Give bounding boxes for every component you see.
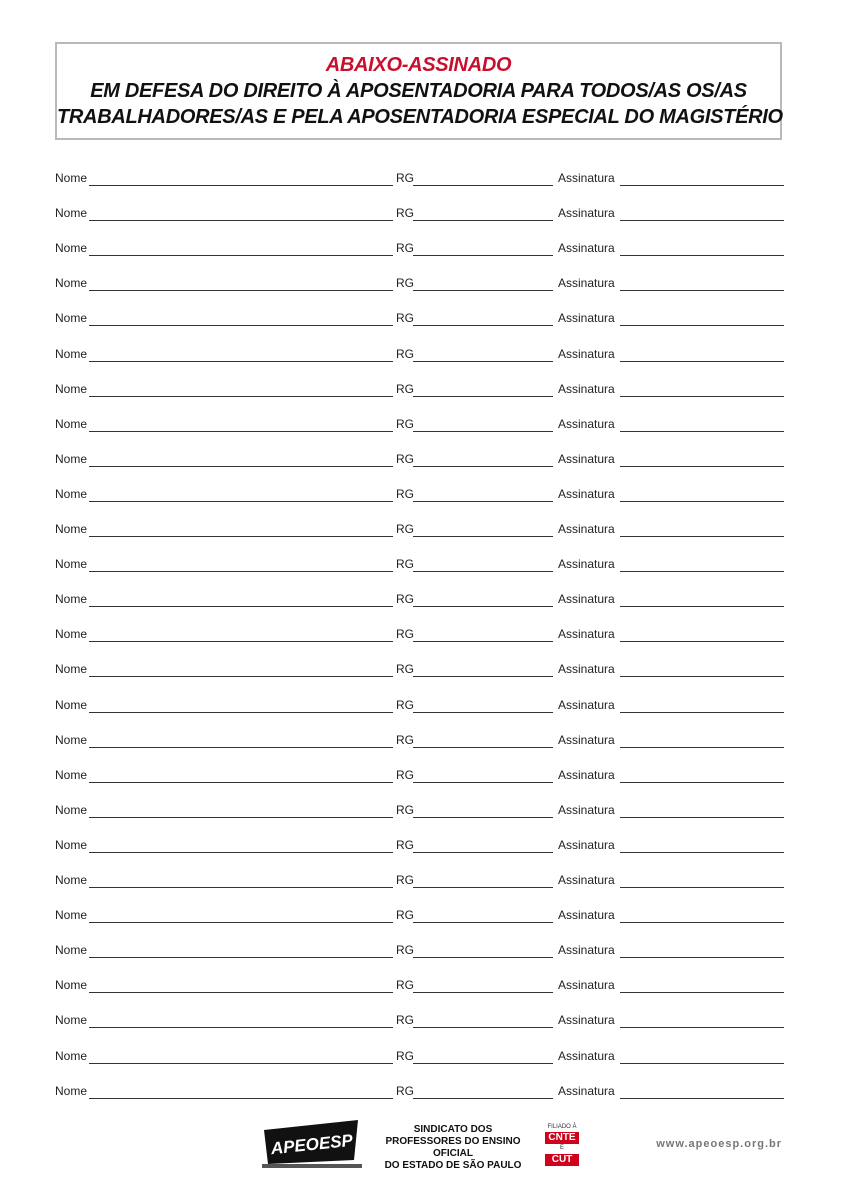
rg-label: RG [396,486,414,501]
rg-field[interactable] [413,255,553,256]
name-field[interactable] [89,396,393,397]
name-label: Nome [55,908,88,923]
signature-label: Assinatura [558,662,615,677]
signature-row [55,757,784,792]
name-label: Nome [55,346,88,361]
rg-label: RG [396,557,414,572]
signature-label: Assinatura [558,908,615,923]
name-field[interactable] [89,992,393,993]
rg-field[interactable] [413,782,553,783]
rg-label: RG [396,978,414,993]
signature-field[interactable] [620,676,784,677]
union-line-3: DO ESTADO DE SÃO PAULO [384,1160,522,1171]
rg-field[interactable] [413,992,553,993]
signature-row [55,967,784,1002]
name-field[interactable] [89,185,393,186]
name-label: Nome [55,1048,88,1063]
signature-field[interactable] [620,957,784,958]
signature-row [55,336,784,371]
signature-row [55,651,784,686]
name-field[interactable] [89,255,393,256]
rg-label: RG [396,627,414,642]
name-field[interactable] [89,817,393,818]
name-label: Nome [55,522,88,536]
rg-label: RG [396,1013,414,1028]
signature-field[interactable] [620,817,784,818]
signature-field[interactable] [620,466,784,467]
name-field[interactable] [89,712,393,713]
rg-field[interactable] [413,852,553,853]
name-field[interactable] [89,1098,393,1099]
name-field[interactable] [89,466,393,467]
rg-field[interactable] [413,606,553,607]
signature-field[interactable] [620,536,784,537]
signature-field[interactable] [620,325,784,326]
name-field[interactable] [89,782,393,783]
name-field[interactable] [89,957,393,958]
name-field[interactable] [89,747,393,748]
rg-label: RG [396,451,414,466]
name-label: Nome [55,978,88,993]
rg-label: RG [396,276,414,291]
signature-field[interactable] [620,220,784,221]
name-field[interactable] [89,676,393,677]
affiliation-block [542,1124,582,1166]
rg-label: RG [396,522,414,536]
signature-field[interactable] [620,255,784,256]
signature-label: Assinatura [558,311,615,326]
signature-label: Assinatura [558,522,615,536]
rg-field[interactable] [413,466,553,467]
affiliation-and: E [559,1145,564,1151]
rg-field[interactable] [413,396,553,397]
name-field[interactable] [89,641,393,642]
name-field[interactable] [89,852,393,853]
signature-row [55,897,784,932]
rg-label: RG [396,311,414,326]
signature-label: Assinatura [558,206,615,221]
affiliation-label: FILIADO À [547,1124,577,1130]
name-label: Nome [55,802,88,817]
signature-row [55,616,784,651]
signature-field[interactable] [620,992,784,993]
signature-field[interactable] [620,431,784,432]
signature-field[interactable] [620,501,784,502]
rg-label: RG [396,697,414,712]
signature-row [55,371,784,406]
signature-label: Assinatura [558,381,615,396]
signature-field[interactable] [620,922,784,923]
signature-label: Assinatura [558,767,615,782]
name-field[interactable] [89,1063,393,1064]
website-url: www.apeoesp.org.br [656,1138,782,1150]
name-field[interactable] [89,887,393,888]
signature-field[interactable] [620,185,784,186]
petition-kicker: ABAIXO-ASSINADO [325,54,512,76]
name-field[interactable] [89,536,393,537]
name-label: Nome [55,416,88,431]
signature-row [55,406,784,441]
signature-row [55,300,784,335]
name-label: Nome [55,451,88,466]
union-line-1: SINDICATO DOS [413,1124,493,1135]
name-label: Nome [55,767,88,782]
signature-label: Assinatura [558,486,615,501]
signature-row [55,862,784,897]
signature-row [55,687,784,722]
signature-field[interactable] [620,606,784,607]
rg-label: RG [396,908,414,923]
name-field[interactable] [89,501,393,502]
signature-row [55,160,784,195]
name-field[interactable] [89,290,393,291]
rg-label: RG [396,171,414,185]
signature-label: Assinatura [558,451,615,466]
rg-field[interactable] [413,431,553,432]
name-label: Nome [55,662,88,677]
rg-field[interactable] [413,747,553,748]
name-label: Nome [55,1013,88,1028]
rg-field[interactable] [413,957,553,958]
signature-label: Assinatura [558,1013,615,1028]
name-field[interactable] [89,571,393,572]
cut-badge: CUT [545,1154,579,1166]
signature-row [55,265,784,300]
name-label: Nome [55,592,88,607]
signature-label: Assinatura [558,1083,615,1098]
rg-label: RG [396,943,414,958]
signature-field[interactable] [620,887,784,888]
petition-title-line-1: EM DEFESA DO DIREITO À APOSENTADORIA PARA TODOS/AS OS/AS [90,80,747,102]
name-label: Nome [55,732,88,747]
signature-label: Assinatura [558,802,615,817]
rg-label: RG [396,732,414,747]
name-label: Nome [55,311,88,326]
union-line-2: PROFESSORES DO ENSINO OFICIAL [385,1136,521,1159]
signature-row [55,230,784,265]
name-field[interactable] [89,606,393,607]
rg-field[interactable] [413,361,553,362]
signature-label: Assinatura [558,697,615,712]
signature-label: Assinatura [558,732,615,747]
signature-row [55,511,784,546]
name-field[interactable] [89,325,393,326]
signature-field[interactable] [620,641,784,642]
signature-field[interactable] [620,747,784,748]
signature-label: Assinatura [558,416,615,431]
signature-label: Assinatura [558,627,615,642]
name-label: Nome [55,486,88,501]
rg-field[interactable] [413,571,553,572]
name-field[interactable] [89,1027,393,1028]
rg-label: RG [396,241,414,256]
signature-field[interactable] [620,396,784,397]
rg-field[interactable] [413,290,553,291]
rg-field[interactable] [413,712,553,713]
petition-header [55,42,782,140]
signature-field[interactable] [620,782,784,783]
signature-field[interactable] [620,712,784,713]
name-label: Nome [55,943,88,958]
rg-label: RG [396,592,414,607]
signature-row [55,792,784,827]
name-label: Nome [55,697,88,712]
signature-row [55,546,784,581]
rg-label: RG [396,1048,414,1063]
name-label: Nome [55,627,88,642]
rg-field[interactable] [413,220,553,221]
rg-label: RG [396,416,414,431]
name-field[interactable] [89,220,393,221]
rg-label: RG [396,206,414,221]
name-label: Nome [55,381,88,396]
signature-label: Assinatura [558,1048,615,1063]
name-label: Nome [55,276,88,291]
signature-label: Assinatura [558,346,615,361]
rg-field[interactable] [413,887,553,888]
signature-label: Assinatura [558,241,615,256]
rg-label: RG [396,662,414,677]
signature-label: Assinatura [558,873,615,887]
signature-row [55,1038,784,1073]
rg-field[interactable] [413,536,553,537]
rg-field[interactable] [413,676,553,677]
signature-row [55,441,784,476]
rg-field[interactable] [413,1063,553,1064]
signature-field[interactable] [620,571,784,572]
name-field[interactable] [89,922,393,923]
cnte-badge: CNTE [545,1132,579,1144]
petition-title-line-2: TRABALHADORES/AS E PELA APOSENTADORIA ESPECIAL DO MAGISTÉRIO [57,106,783,128]
logo-text: APEOESP [269,1130,354,1159]
rg-label: RG [396,346,414,361]
name-field[interactable] [89,431,393,432]
signature-row [55,932,784,967]
signature-label: Assinatura [558,276,615,291]
signature-label: Assinatura [558,978,615,993]
name-label: Nome [55,171,88,185]
rg-label: RG [396,837,414,852]
name-label: Nome [55,1083,88,1098]
name-field[interactable] [89,361,393,362]
signature-row [55,195,784,230]
rg-label: RG [396,381,414,396]
signature-label: Assinatura [558,557,615,572]
rg-field[interactable] [413,501,553,502]
name-label: Nome [55,241,88,256]
signature-row [55,476,784,511]
rg-field[interactable] [413,817,553,818]
name-label: Nome [55,873,88,887]
signature-field[interactable] [620,1098,784,1099]
signature-field[interactable] [620,361,784,362]
rg-field[interactable] [413,1027,553,1028]
name-label: Nome [55,557,88,572]
name-label: Nome [55,206,88,221]
name-label: Nome [55,837,88,852]
signature-field[interactable] [620,852,784,853]
signature-row [55,827,784,862]
signature-label: Assinatura [558,837,615,852]
signature-row [55,722,784,757]
signature-label: Assinatura [558,171,615,185]
rg-label: RG [396,1083,414,1098]
rg-field[interactable] [413,641,553,642]
rg-label: RG [396,802,414,817]
signature-field[interactable] [620,290,784,291]
rg-field[interactable] [413,185,553,186]
rg-field[interactable] [413,922,553,923]
rg-field[interactable] [413,1098,553,1099]
signature-row [55,581,784,616]
rg-label: RG [396,873,414,887]
apeoesp-logo [262,1120,362,1168]
signature-row [55,1073,784,1108]
rg-field[interactable] [413,325,553,326]
signature-row [55,1002,784,1037]
signature-label: Assinatura [558,943,615,958]
signature-field[interactable] [620,1063,784,1064]
union-name [368,1124,538,1172]
signature-field[interactable] [620,1027,784,1028]
signature-label: Assinatura [558,592,615,607]
rg-label: RG [396,767,414,782]
